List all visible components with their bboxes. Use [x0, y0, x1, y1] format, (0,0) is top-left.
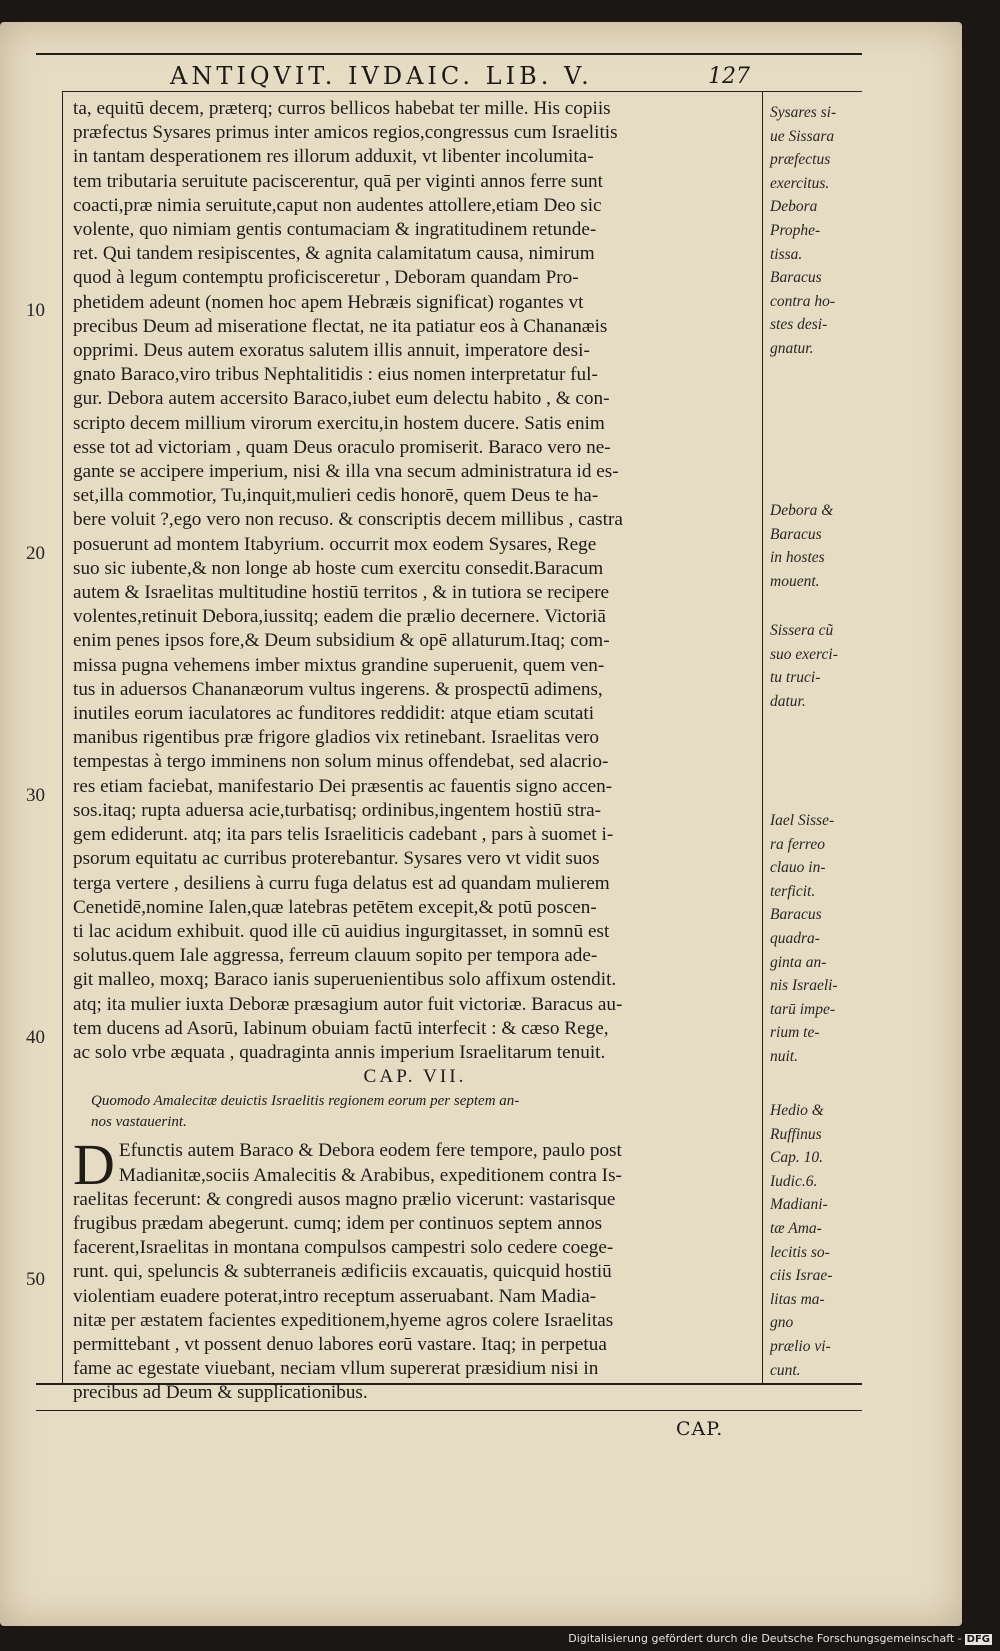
dfg-logo: DFG	[966, 1634, 990, 1645]
margin-note-line: Baracus	[770, 525, 822, 543]
text-line: tempestas à tergo imminens non solum minus offendebat, sed alacrio-	[73, 751, 609, 773]
right-column-rule	[762, 91, 763, 1383]
margin-note-line: gno	[770, 1314, 794, 1332]
margin-note-line: Baracus	[770, 906, 822, 924]
text-line: facerent,Israelitas in montana compulsos campestri solo cedere coege-	[73, 1237, 614, 1259]
margin-note	[770, 619, 858, 713]
text-line: missa pugna vehemens imber mixtus grandine superuenit, quem ven-	[73, 654, 605, 676]
text-line: precibus ad Deum & supplicationibus.	[73, 1382, 368, 1404]
margin-note-line: Baracus	[770, 269, 822, 287]
text-line: terga vertere , desiliens à curru fuga delatus est ad quandam mulierem	[73, 872, 610, 894]
main-paragraph	[73, 97, 757, 1065]
margin-note-line: lecitis so-	[770, 1243, 830, 1261]
subtitle-line: nos vastauerint.	[91, 1114, 187, 1131]
text-line: frugibus prædam abegerunt. cumq; idem per continuos septem annos	[73, 1212, 603, 1234]
text-line: enim penes ipsos fore,& Deum subsidium & opē allaturum.Itaq; com-	[73, 630, 610, 652]
text-line: posuerunt ad montem Itabyrium. occurrit mox eodem Sysares, Rege	[73, 533, 597, 555]
margin-note	[770, 809, 858, 1069]
text-line: in tantam desperationem res illorum adduxit, vt libenter incolumita-	[73, 146, 594, 168]
line-number: 30	[26, 785, 45, 806]
text-line: ti lac acidum exhibuit. quod ille cū auidius ingurgitasset, in somnū est	[73, 920, 610, 942]
text-line: ta, equitū decem, præterq; curros bellicos habebat ter mille. His copiis	[73, 98, 611, 119]
text-line: tem tributaria seruitute paciscerentur, quā per viginti annos ferre sunt	[73, 170, 603, 192]
text-line: sos.itaq; rupta aduersa acie,turbatisq; ordinibus,ingentem hostiū stra-	[73, 799, 602, 821]
text-line: precibus Deum ad miseratione flectat, ne ita patiatur eos à Chananæis	[73, 315, 608, 337]
text-line: permittebant , vt possent denuo labores eorū vastare. Itaq; in perpetua	[73, 1333, 607, 1355]
text-line: gur. Debora autem accersito Baraco,iubet eum delectu habito , & con-	[73, 388, 610, 410]
margin-note-line: terficit.	[770, 882, 816, 900]
text-line: Madianitæ,sociis Amalecitis & Arabibus, expeditionem contra Is-	[118, 1164, 622, 1186]
text-line: gem ediderunt. atq; ita pars telis Israeliticis cadebant , pars à suomet i-	[73, 824, 614, 846]
text-line: volentes,retinuit Debora,iussitq; eadem die prælio decernere. Victoriā	[73, 606, 606, 628]
footer-rule	[36, 1410, 862, 1411]
margin-note-line: suo exerci-	[770, 645, 838, 663]
text-line: fame ac egestate viuebant, neciam vllum supererat præsidium nisi in	[73, 1358, 599, 1380]
margin-note-line: ue Sissara	[770, 127, 835, 145]
text-line: nitæ per æstatem facientes expeditionem,hyeme agros colere Israelitas	[73, 1309, 614, 1331]
margin-note-line: gnatur.	[770, 339, 814, 357]
margin-note	[770, 1099, 858, 1382]
catchword: CAP.	[676, 1418, 724, 1440]
chapter-paragraph	[73, 1132, 757, 1405]
left-column-rule	[62, 91, 63, 1383]
margin-note-line: exercitus.	[770, 174, 830, 192]
text-line: tus in aduersos Chananæorum vultus ingerens. & prospectū adimens,	[73, 678, 603, 700]
margin-note-line: tissa.	[770, 245, 803, 263]
margin-note-line: nis Israeli-	[770, 977, 838, 995]
margin-note	[770, 499, 858, 593]
chapter-first-line: Efunctis autem Baraco & Debora eodem fere tempore, paulo post	[118, 1140, 622, 1162]
margin-note-line: Debora	[770, 198, 818, 216]
margin-note-line: tarū impe-	[770, 1000, 836, 1018]
text-line: violentiam euadere poterat,intro receptum asseruabant. Nam Madia-	[73, 1285, 597, 1307]
margin-note-line: tu truci-	[770, 669, 821, 687]
text-line: inutiles eorum iaculatores ac funditores reddidit: atque etiam scutati	[73, 703, 595, 725]
margin-note-line: cunt.	[770, 1361, 801, 1379]
margin-note-line: Sysares si-	[770, 104, 837, 121]
margin-note-line: Debora &	[770, 502, 834, 519]
margin-note-line: clauo in-	[770, 859, 826, 877]
margin-note-line: tæ Ama-	[770, 1219, 822, 1237]
margin-note-line: Madiani-	[770, 1196, 828, 1214]
margin-note-line: nuit.	[770, 1047, 798, 1065]
margin-note-line: contra ho-	[770, 292, 836, 310]
chapter-subtitle	[91, 1091, 757, 1133]
text-line: opprimi. Deus autem exoratus salutem illis annuit, imperatore desi-	[73, 340, 590, 362]
margin-note-line: Ruffinus	[770, 1125, 822, 1143]
text-line: runt. qui, speluncis & subterraneis ædificiis excauatis, quicquid hostiū	[73, 1261, 612, 1283]
margin-note-line: mouent.	[770, 572, 820, 590]
text-line: gante se accipere imperium, nisi & illa vna secum administratura id es-	[73, 461, 619, 483]
margin-note-line: præfectus	[770, 151, 831, 169]
text-line: præfectus Sysares primus inter amicos regios,congressus cum Israelitis	[73, 122, 618, 144]
subtitle-line: Quomodo Amalecitæ deuictis Israelitis regionem eorum per septem an-	[91, 1093, 520, 1110]
margin-note-line: Hedio &	[770, 1102, 824, 1119]
text-line: suo sic iubente,& non longe ab hoste cum exercitu consedit.Baracum	[73, 557, 604, 579]
text-line: set,illa commotior, Tu,inquit,mulieri cedis honorē, quem Deus te ha-	[73, 485, 599, 507]
margin-note-line: Iael Sisse-	[770, 812, 835, 829]
line-number: 50	[26, 1269, 45, 1290]
margin-note-line: ginta an-	[770, 953, 827, 971]
footer-text: Digitalisierung gefördert durch die Deutsche Forschungsgemeinschaft -	[568, 1632, 962, 1645]
margin-note-line: datur.	[770, 692, 806, 710]
text-line: ac solo vrbe æquata , quadraginta annis imperium Israelitarum tenuit.	[73, 1041, 606, 1063]
text-line: ret. Qui tandem resipiscentes, & agnita calamitatum causa, nimirum	[73, 243, 595, 265]
margin-note-line: ra ferreo	[770, 835, 825, 853]
text-line: autem & Israelitas multitudine hostiū territos , & in tutiora se recipere	[73, 582, 610, 604]
header-rule	[36, 53, 862, 55]
drop-cap: D	[73, 1132, 115, 1198]
line-number: 40	[26, 1027, 45, 1048]
text-line: tem ducens ad Asorū, Iabinum obuiam factū interfecit : & cæso Rege,	[73, 1017, 609, 1039]
chapter-title: CAP. VII.	[363, 1066, 467, 1088]
margin-note	[770, 101, 858, 361]
text-line: solutus.quem Iale aggressa, ferreum clauum sopito per tempora ade-	[73, 945, 598, 967]
chapter-lines	[73, 1164, 757, 1406]
text-line: raelitas fecerunt: & congredi ausos magno prælio vicerunt: vastarisque	[73, 1188, 616, 1210]
text-line: bere voluit ?,ego vero non recuso. & conscriptis decem millibus , castra	[73, 509, 623, 531]
margin-note-line: Iudic.6.	[770, 1172, 818, 1190]
main-text-block	[73, 97, 757, 1406]
margin-note-line: Prophe-	[770, 221, 821, 239]
text-line: gnato Baraco,viro tribus Nephtalitidis : eius nomen interpretatur ful-	[73, 364, 598, 386]
text-line: res etiam faciebat, manifestario Dei præsentis ac fauentis signo accen-	[73, 775, 613, 797]
text-line: psorum equitatu ac curribus proterebantur. Sysares vero vt vidit suos	[73, 848, 600, 870]
text-line: phetidem adeunt (nomen hoc apem Hebræis significat) rogantes vt	[73, 291, 584, 313]
header-rule-lower	[62, 91, 862, 92]
line-number: 20	[26, 543, 45, 564]
text-line: scripto decem millium virorum exercitu,in hostem ducere. Satis enim	[73, 412, 605, 434]
text-line: manibus rigentibus præ frigore gladios vix retinebant. Israelitas vero	[73, 727, 599, 749]
text-line: esse tot ad victoriam , quam Deus oraculo promiserit. Baraco vero ne-	[73, 436, 611, 458]
page-number: 127	[708, 64, 750, 89]
digitization-footer	[568, 1632, 992, 1645]
running-header: ANTIQVIT. IVDAIC. LIB. V.	[170, 62, 593, 90]
margin-note-line: ciis Israe-	[770, 1267, 833, 1285]
margin-note-line: Sissera cũ	[770, 622, 834, 639]
margin-note-line: litas ma-	[770, 1290, 825, 1308]
margin-note-line: stes desi-	[770, 316, 828, 334]
text-line: coacti,præ nimia seruitute,caput non audentes attollere,etiam Deo sic	[73, 194, 602, 216]
text-line: atq; ita mulier iuxta Deboræ præsagium autor fuit victoriæ. Baracus au-	[73, 993, 623, 1015]
margin-note-line: prælio vi-	[770, 1337, 831, 1355]
margin-note-line: rium te-	[770, 1024, 820, 1042]
text-line: quod à legum contemptu proficisceretur , Deboram quandam Pro-	[73, 267, 579, 289]
line-number: 10	[26, 300, 45, 321]
text-line: volente, quo nimiam gentis contumaciam & ingratitudinem retunde-	[73, 219, 597, 241]
text-line: Cenetidē,nomine Ialen,quæ latebras petētem excepit,& potū poscen-	[73, 896, 597, 918]
margin-note-line: quadra-	[770, 929, 820, 947]
margin-note-line: Cap. 10.	[770, 1149, 823, 1167]
margin-note-line: in hostes	[770, 549, 825, 567]
text-line: git malleo, moxq; Baraco ianis superuenientibus solo affixum ostendit.	[73, 969, 617, 991]
